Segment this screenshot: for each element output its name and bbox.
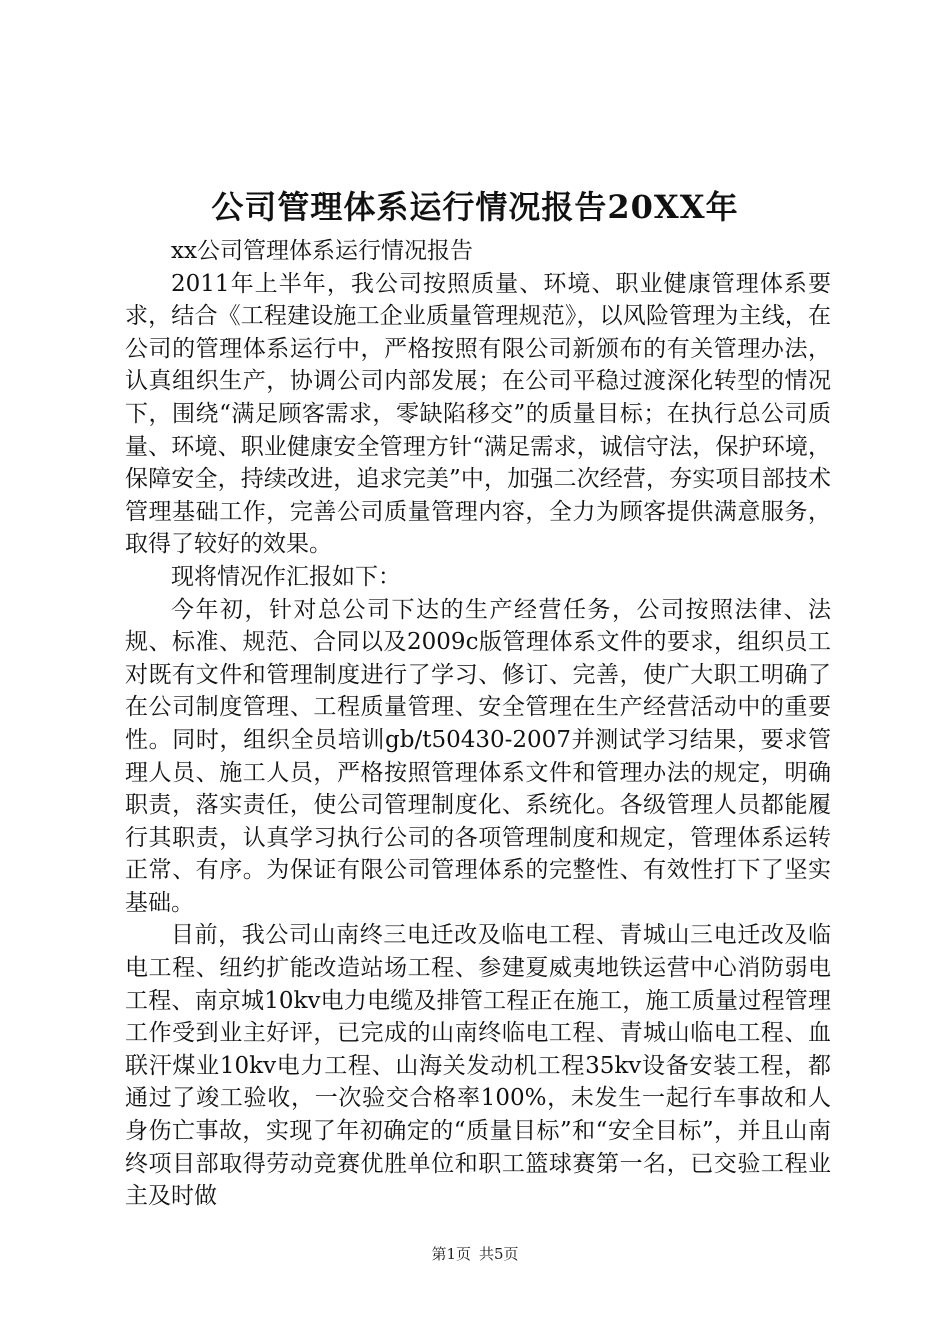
document-title: 公司管理体系运行情况报告20XX年 (211, 188, 739, 226)
paragraph: 目前，我公司山南终三电迁改及临电工程、青城山三电迁改及临电工程、纽约扩能改造站场工程、参建夏威夷地铁运营中心消防弱电工程、南京城10kv电力电缆及排管工程正在施工，施工质量过程管理工作受到业主好评，已完成的山南终临电工程、青城山临电工程、血联汗煤业10kv电力工程、山海关发动机工程35kv设备安装工程，都通过了竣工验收，一次验交合格率100%，未发生一起行车事故和人身伤亡事故，实现了年初确定的“质量目标”和“安全目标”，并且山南终项目部取得劳动竞赛优胜单位和职工篮球赛第一名，已交验工程业主及时做 (125, 922, 831, 1210)
page-number: 第1页 (431, 1245, 471, 1263)
paragraph-subtitle: xx公司管理体系运行情况报告 (171, 238, 473, 264)
page-footer (0, 1244, 950, 1264)
paragraph: 现将情况作汇报如下： (171, 563, 401, 590)
document-body (125, 235, 831, 1213)
paragraph: 今年初，针对总公司下达的生产经营任务，公司按照法律、法规、标准、规范、合同以及2009c版管理体系文件的要求，组织员工对既有文件和管理制度进行了学习、修订、完善，使广大职工明确了在公司制度管理、工程质量管理、安全管理在生产经营活动中的重要性。同时，组织全员培训gb/t50430-2007并测试学习结果，要求管理人员、施工人员，严格按照管理体系文件和管理办法的规定，明确职责，落实责任，使公司管理制度化、系统化。各级管理人员都能履行其职责，认真学习执行公司的各项管理制度和规定，管理体系运转正常、有序。为保证有限公司管理体系的完整性、有效性打下了坚实基础。 (125, 596, 831, 916)
paragraph: 2011年上半年，我公司按照质量、环境、职业健康管理体系要求，结合《工程建设施工企业质量管理规范》，以风险管理为主线，在公司的管理体系运行中，严格按照有限公司新颁布的有关管理办法，认真组织生产，协调公司内部发展；在公司平稳过渡深化转型的情况下，围绕“满足顾客需求，零缺陷移交”的质量目标；在执行总公司质量、环境、职业健康安全管理方针“满足需求，诚信守法，保护环境，保障安全，持续改进，追求完美”中，加强二次经营，夯实项目部技术管理基础工作，完善公司质量管理内容，全力为顾客提供满意服务，取得了较好的效果。 (125, 270, 831, 558)
page-total: 共5页 (479, 1245, 519, 1263)
